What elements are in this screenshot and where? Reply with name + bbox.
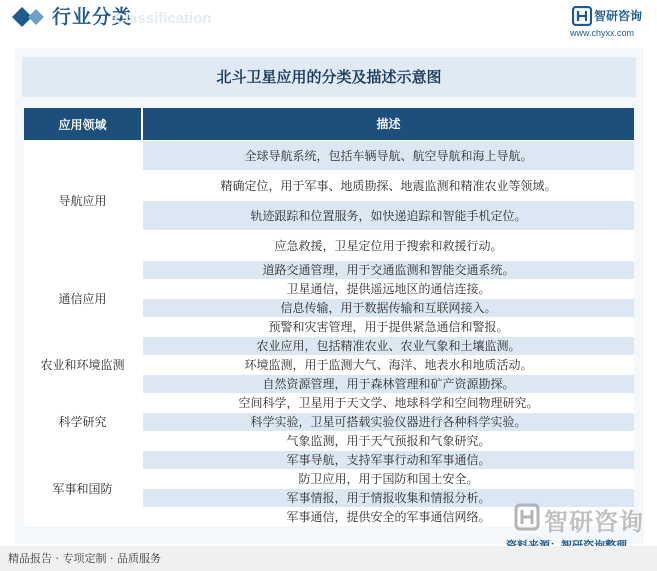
- description-cell: 军事导航，支持军事行动和军事通信。: [142, 450, 634, 469]
- description-cell: 防卫应用，用于国防和国土安全。: [142, 469, 634, 488]
- description-cell: 应急救援，卫星定位用于搜索和救援行动。: [142, 230, 634, 260]
- category-cell: 农业和环境监测: [24, 336, 142, 393]
- description-cell: 轨迹跟踪和位置服务，如快递追踪和智能手机定位。: [142, 200, 634, 230]
- description-cell: 军事通信，提供安全的军事通信网络。: [142, 507, 634, 526]
- column-header-field: 应用领域: [24, 108, 142, 140]
- logo-name: 智研咨询: [594, 9, 643, 23]
- description-cell: 精确定位，用于军事、地质勘探、地震监测和精准农业等领域。: [142, 170, 634, 200]
- section-subtitle: Classification: [114, 10, 212, 27]
- description-cell: 卫星通信，提供遥远地区的通信连接。: [142, 279, 634, 298]
- description-cell: 科学实验，卫星可搭载实验仪器进行各种科学实验。: [142, 412, 634, 431]
- figure-frame: [14, 48, 644, 544]
- figure-title: 北斗卫星应用的分类及描述示意图: [22, 57, 636, 97]
- table-header-row: [24, 108, 634, 140]
- description-cell: 空间科学，卫星用于天文学、地球科学和空间物理研究。: [142, 393, 634, 412]
- description-cell: 信息传输，用于数据传输和互联网接入。: [142, 298, 634, 317]
- table-row: [24, 393, 634, 412]
- table-row: [24, 140, 634, 170]
- table-row: [24, 260, 634, 279]
- section-title: 行业分类: [52, 6, 133, 28]
- category-cell: 导航应用: [24, 140, 142, 260]
- description-cell: 自然资源管理，用于森林管理和矿产资源勘探。: [142, 374, 634, 393]
- description-cell: 环境监测，用于监测大气、海洋、地表水和地质活动。: [142, 355, 634, 374]
- watermark: [514, 500, 654, 540]
- description-cell: 农业应用，包括精准农业、农业气象和土壤监测。: [142, 336, 634, 355]
- category-cell: 通信应用: [24, 260, 142, 336]
- brand-logo: [570, 6, 656, 40]
- description-cell: 气象监测，用于天气预报和气象研究。: [142, 431, 634, 450]
- logo-mark-icon: [572, 6, 592, 26]
- table-row: [24, 450, 634, 469]
- footer-slogan: 精品报告 · 专项定制 · 品质服务: [8, 552, 161, 565]
- logo-url: www.chyxx.com: [570, 28, 635, 38]
- classification-table: [24, 108, 634, 526]
- page-header: [0, 0, 657, 40]
- description-cell: 军事情报，用于情报收集和情报分析。: [142, 488, 634, 507]
- watermark-logo-icon: [514, 503, 540, 531]
- watermark-text: 智研咨询: [544, 508, 644, 536]
- column-header-description: 描述: [142, 108, 634, 140]
- category-cell: 科学研究: [24, 393, 142, 450]
- table-row: [24, 336, 634, 355]
- description-cell: 全球导航系统，包括车辆导航、航空导航和海上导航。: [142, 140, 634, 170]
- diamond-bullet-icon: [12, 7, 48, 27]
- description-cell: 道路交通管理，用于交通监测和智能交通系统。: [142, 260, 634, 279]
- category-cell: 军事和国防: [24, 450, 142, 526]
- description-cell: 预警和灾害管理，用于提供紧急通信和警报。: [142, 317, 634, 336]
